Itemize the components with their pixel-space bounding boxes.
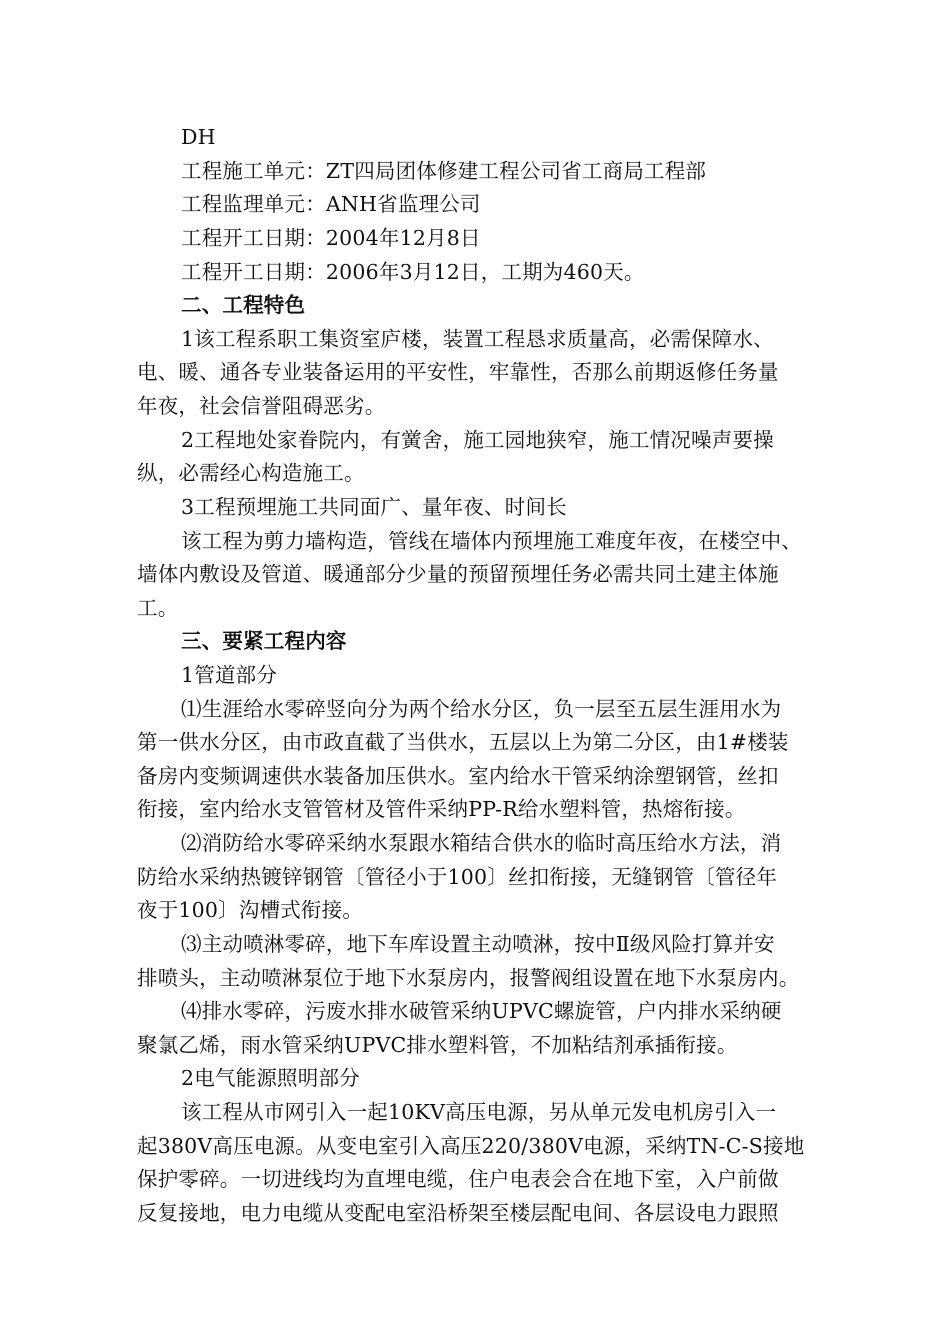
text-line: 第一供水分区，由市政直截了当供水，五层以上为第二分区，由1#楼装 [137,730,789,754]
text-line: 聚氯乙烯，雨水管采纳UPVC排水塑料管，不加粘结剂承插衔接。 [137,1033,738,1057]
text-line: 排喷头，主动喷淋泵位于地下水泵房内，报警阀组设置在地下水泵房内。 [137,966,800,990]
text-line: 墙体内敷设及管道、暖通部分少量的预留预埋任务必需共同土建主体施 [137,562,779,586]
text-line: 3工程预埋施工共同面广、量年夜、时间长 [181,495,567,519]
text-line: 年夜，社会信誉阻碍恶劣。 [137,394,386,418]
text-line: 该工程从市网引入一起10KV高压电源，另从单元发电机房引入一 [181,1100,777,1124]
text-line: 保护零碎。一切进线均为直埋电缆，住户电表会合在地下室，入户前做 [137,1167,779,1191]
text-line: ⑵消防给水零碎采纳水泵跟水箱结合供水的临时高压给水方法，消 [181,831,782,855]
text-line: 纵，必需经心构造施工。 [137,461,365,485]
text-line: 工程监理单元：ANH省监理公司 [181,192,481,216]
text-line: 1该工程系职工集资室庐楼，装置工程恳求质量高，必需保障水、 [181,327,774,351]
text-line: 夜于100〕沟槽式衔接。 [137,898,364,922]
text-line: 工程施工单元：ZT四局团体修建工程公司省工商局工程部 [181,159,707,183]
text-line: 2电气能源照明部分 [181,1066,360,1090]
text-line: 电、暖、通各专业装备运用的平安性，牢靠性，否那么前期返修任务量 [137,360,779,384]
text-line: 工程开工日期：2004年12月8日 [181,226,481,250]
text-line: 该工程为剪力墙构造，管线在墙体内预埋施工难度年夜，在楼空中、 [181,529,802,553]
text-line: 防给水采纳热镀锌钢管〔管径小于100〕丝扣衔接，无缝钢管〔管径年 [137,865,778,889]
text-line: 1管道部分 [181,663,278,687]
text-line: 起380V高压电源。从变电室引入高压220/380V电源，采纳TN-C-S接地 [137,1134,805,1158]
text-line: 工程开工日期：2006年3月12日，工期为460天。 [181,260,645,284]
section-heading: 二、工程特色 [181,293,306,317]
section-heading: 三、要紧工程内容 [181,629,347,653]
text-line: 反复接地，电力电缆从变配电室沿桥架至楼层配电间、各层设电力跟照 [137,1201,779,1225]
text-line: 2工程地处家眷院内，有黉舍，施工园地狭窄，施工情况噪声要操 [181,428,774,452]
text-line: ⑶主动喷淋零碎，地下车库设置主动喷淋，按中Ⅱ级风险打算并安 [181,932,775,956]
text-line: DH [181,125,216,149]
text-line: 工。 [137,596,179,620]
text-line: 备房内变频调速供水装备加压供水。室内给水干管采纳涂塑钢管，丝扣 [137,764,779,788]
text-line: 衔接，室内给水支管管材及管件采纳PP-R给水塑料管，热熔衔接。 [137,797,746,821]
text-line: ⑴生涯给水零碎竖向分为两个给水分区，负一层至五层生涯用水为 [181,697,782,721]
text-line: ⑷排水零碎，污废水排水破管采纳UPVC螺旋管，户内排水采纳硬 [181,999,782,1023]
